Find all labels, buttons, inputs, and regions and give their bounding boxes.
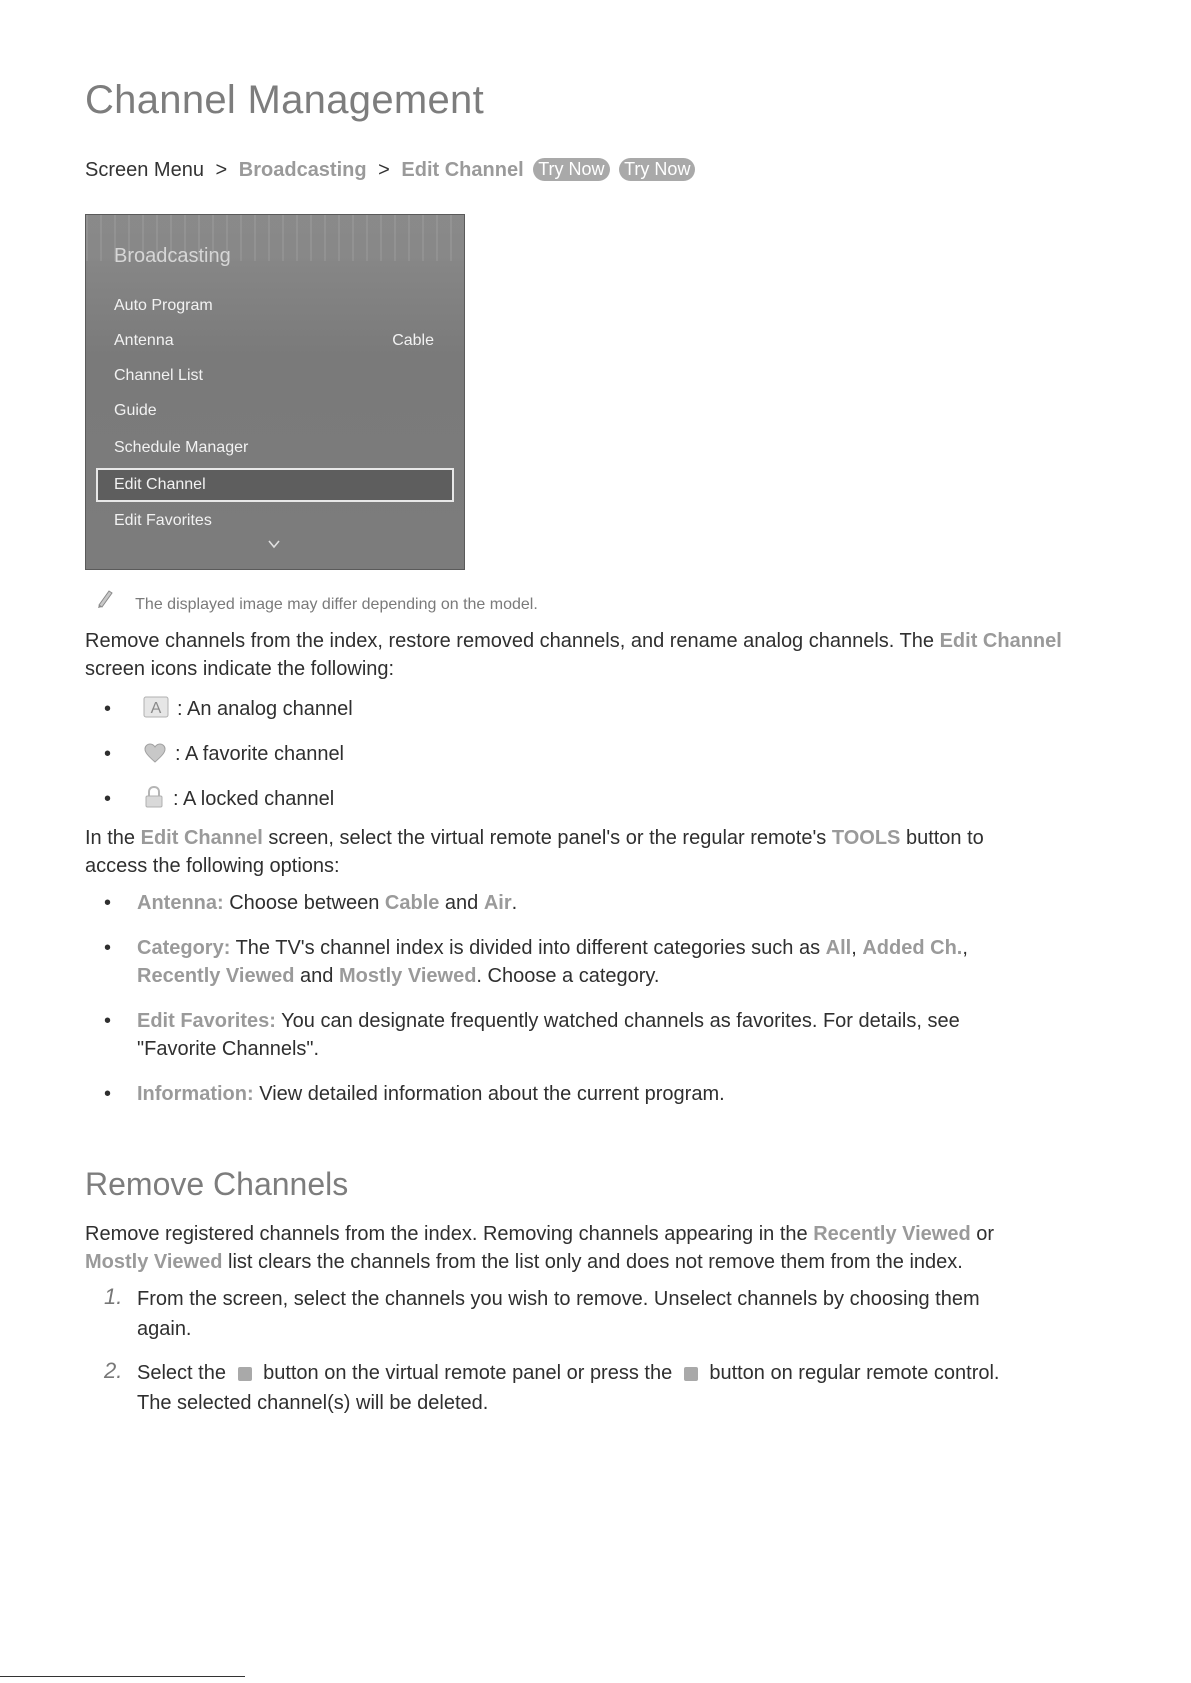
text: In the: [85, 827, 141, 849]
tv-menu-item: Edit Favorites: [114, 512, 212, 529]
step-number: 1.: [104, 1284, 123, 1309]
text: screen, select the virtual remote panel's or the regular remote's: [262, 827, 832, 849]
step-number: 2.: [104, 1358, 123, 1383]
text: button on regular remote control.: [703, 1362, 1000, 1384]
tv-menu-item: Channel List: [114, 367, 203, 384]
tv-menu-item-value: Cable: [392, 332, 434, 349]
term-recently-viewed: Recently Viewed: [137, 965, 295, 987]
footer-divider: [0, 1676, 245, 1677]
text: and: [294, 965, 339, 987]
bullet: •: [104, 743, 112, 765]
text: again.: [137, 1318, 192, 1340]
bullet: •: [104, 1083, 112, 1105]
tv-menu-item-selected: Edit Channel: [114, 476, 206, 493]
colon: :: [247, 1083, 254, 1105]
term-edit-channel: Edit Channel: [939, 630, 1062, 652]
page-title: Channel Management: [85, 78, 484, 122]
list-item: [137, 695, 1097, 727]
text: button to: [900, 827, 984, 849]
option-item: [137, 889, 1097, 917]
c-button-icon: [684, 1367, 698, 1381]
pencil-icon: [95, 587, 117, 614]
list-item: [137, 740, 1097, 772]
list-item-text: : An analog channel: [177, 698, 353, 720]
term-information: Information: [137, 1083, 247, 1105]
text: The selected channel(s) will be deleted.: [137, 1392, 489, 1414]
term-edit-channel: Edit Channel: [140, 827, 263, 849]
term-edit-favorites: Edit Favorites: [137, 1010, 270, 1032]
colon: :: [223, 937, 231, 959]
breadcrumb-edit-channel[interactable]: Edit Channel: [401, 159, 524, 181]
c-button-icon: [238, 1367, 252, 1381]
tv-menu-header: Broadcasting: [114, 245, 231, 267]
step-item: [137, 1358, 1097, 1418]
analog-icon: [143, 695, 169, 727]
text: "Favorite Channels".: [137, 1038, 320, 1060]
text: .: [511, 892, 518, 914]
text: button on the virtual remote panel or press the: [257, 1362, 678, 1384]
breadcrumb-broadcasting[interactable]: Broadcasting: [238, 159, 367, 181]
bullet: •: [104, 698, 112, 720]
list-item-text: : A favorite channel: [175, 743, 345, 765]
analog-icon-glyph: A: [150, 700, 162, 717]
breadcrumb: [85, 158, 695, 182]
heart-icon: [143, 742, 167, 772]
text: ,: [962, 937, 968, 959]
tv-menu-screenshot: [85, 214, 465, 570]
intro-text: screen icons indicate the following:: [85, 658, 395, 680]
text: ,: [851, 937, 863, 959]
text: Choose between: [223, 892, 385, 914]
term-added-ch: Added Ch.: [862, 937, 963, 959]
text: You can designate frequently watched channels as favorites. For details, see: [275, 1010, 960, 1032]
text: View detailed information about the current program.: [253, 1083, 725, 1105]
intro-text: Remove channels from the index, restore removed channels, and rename analog channels. The: [85, 630, 940, 652]
bullet: •: [104, 788, 112, 810]
text: Select the: [137, 1362, 232, 1384]
chevron-down-icon: [267, 537, 281, 551]
section-title: Remove Channels: [85, 1166, 349, 1202]
bullet: •: [104, 937, 112, 959]
note: [95, 587, 538, 614]
colon: :: [269, 1010, 276, 1032]
bullet: •: [104, 892, 112, 914]
breadcrumb-separator: >: [215, 159, 228, 181]
term-category: Category: [137, 937, 224, 959]
text: and: [439, 892, 484, 914]
list-item: [137, 785, 1097, 817]
term-all: All: [825, 937, 852, 959]
colon: :: [217, 892, 224, 914]
intro-paragraph: [85, 627, 1125, 683]
text: . Choose a category.: [476, 965, 660, 987]
term-mostly-viewed: Mostly Viewed: [338, 965, 477, 987]
text: From the screen, select the channels you wish to remove. Unselect channels by choosing them: [137, 1288, 980, 1310]
text: The TV's channel index is divided into different categories such as: [230, 937, 826, 959]
text: or: [970, 1223, 995, 1245]
breadcrumb-separator: >: [378, 159, 390, 181]
text: Remove registered channels from the index. Removing channels appearing in the: [85, 1223, 814, 1245]
option-item: [137, 1007, 1097, 1063]
section-intro: [85, 1220, 1125, 1276]
tv-menu-item: Guide: [114, 402, 157, 419]
term-antenna: Antenna: [137, 892, 217, 914]
option-item: [137, 934, 1097, 990]
text: access the following options:: [85, 855, 340, 877]
lock-icon: [143, 785, 165, 817]
breadcrumb-prefix: Screen Menu: [85, 159, 204, 181]
term-tools: TOOLS: [831, 827, 901, 849]
options-intro: [85, 824, 1125, 880]
term-recently-viewed: Recently Viewed: [813, 1223, 971, 1245]
step-item: [137, 1284, 1097, 1344]
tv-menu-item: Schedule Manager: [114, 439, 249, 456]
term-mostly-viewed: Mostly Viewed: [85, 1251, 223, 1273]
tv-menu-item: Auto Program: [114, 297, 213, 314]
try-now-button[interactable]: Try Now: [619, 158, 695, 181]
option-item: [137, 1080, 1097, 1108]
note-text: The displayed image may differ depending on the model.: [135, 596, 538, 613]
list-item-text: : A locked channel: [173, 788, 335, 810]
text: list clears the channels from the list only and does not remove them from the index.: [222, 1251, 963, 1273]
term-air: Air: [483, 892, 512, 914]
try-now-button[interactable]: Try Now: [533, 158, 609, 181]
term-cable: Cable: [384, 892, 440, 914]
bullet: •: [104, 1010, 112, 1032]
tv-menu-item: Antenna: [114, 332, 174, 349]
